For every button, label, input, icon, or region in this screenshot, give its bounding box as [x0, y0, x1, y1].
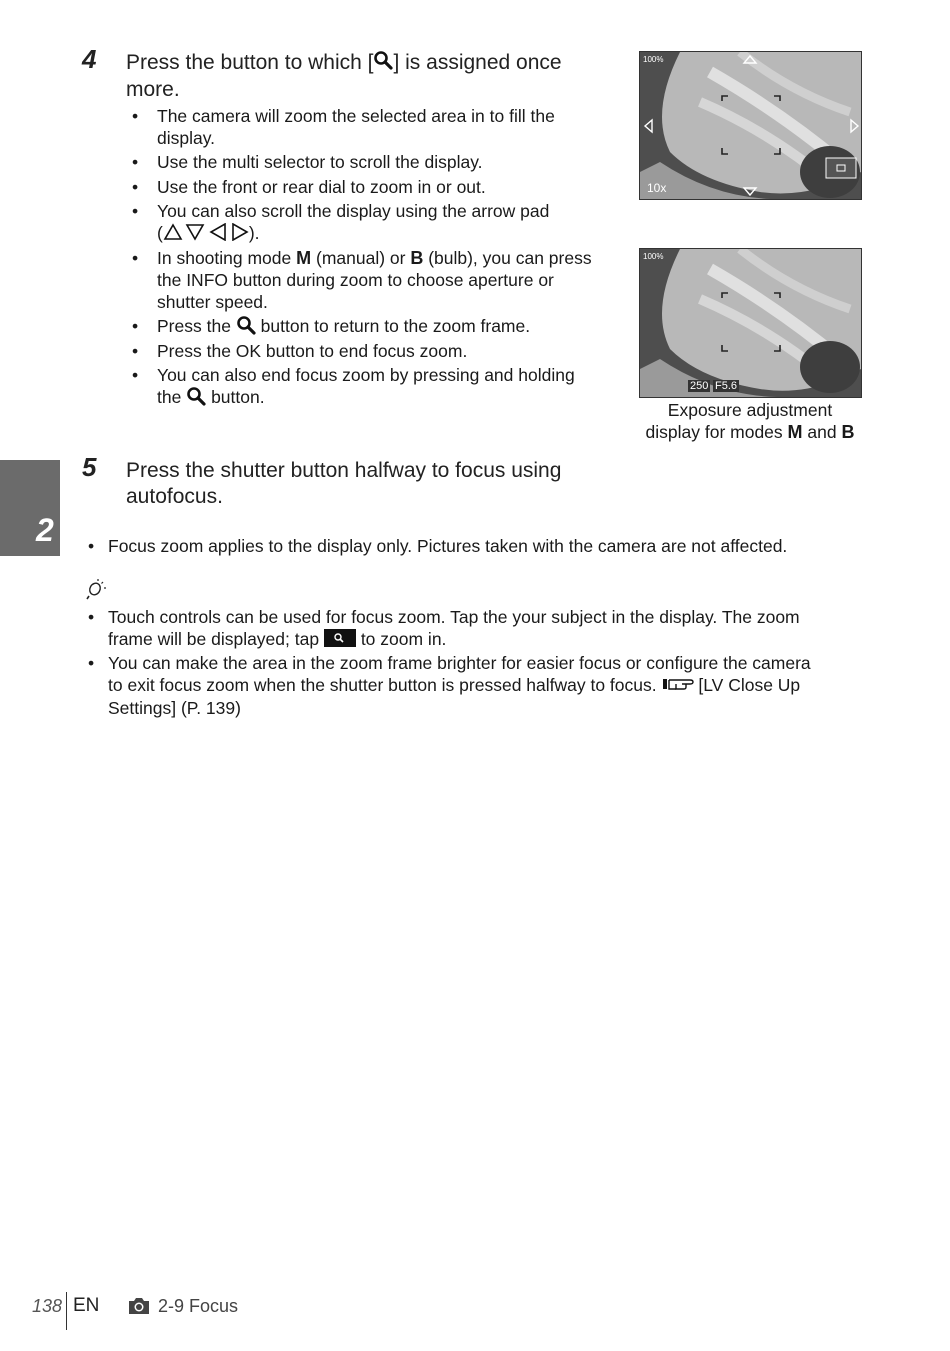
step-4-bullet-2: • Use the multi selector to scroll the display. [132, 151, 612, 173]
focus-zoom-note: • Focus zoom applies to the display only. Pictures taken with the camera are not affected. [88, 535, 888, 557]
bullet-text: Press the OK button to end focus zoom. [157, 341, 468, 361]
language-label: EN [73, 1295, 100, 1316]
flower-image [640, 249, 861, 397]
mode-b-label: B [841, 422, 855, 442]
step-4-bullet-1: • The camera will zoom the selected area in to fill the display. [132, 106, 555, 148]
camera-display-exposure [639, 248, 862, 398]
caption-line1: Exposure adjustment [667, 400, 833, 420]
bullet-text: the INFO button during zoom to choose aperture or [157, 270, 554, 290]
step-4-bullet-7: • Press the OK button to end focus zoom. [132, 340, 612, 362]
arrow-pad-icons [163, 223, 249, 246]
step-5-number: 5 [82, 452, 97, 482]
camera-icon [127, 1296, 151, 1321]
zoom-touch-button-icon [324, 629, 356, 652]
mode-b-label: B [410, 248, 424, 268]
step-4-title-line2: more. [126, 78, 180, 101]
tip-text: You can make the area in the zoom frame brighter for easier focus or configure the camera [108, 653, 811, 673]
note-text: Focus zoom applies to the display only. Pictures taken with the camera are not affected. [108, 536, 788, 556]
tip-1: • Touch controls can be used for focus zoom. Tap the your subject in the display. The zoom frame will be displayed; tap to zoom in. [88, 606, 888, 652]
bullet-text: the [157, 387, 187, 408]
step-5-title-line2: autofocus. [126, 485, 223, 508]
bullet-text: display. [157, 128, 216, 148]
step-4-bullet-8: • You can also end focus zoom by pressing and holding the button. [132, 364, 612, 411]
shutter-speed-label: 250 [690, 380, 709, 392]
tip-text: frame will be displayed; tap [108, 629, 324, 649]
tip-text: Settings] (P. 139) [108, 698, 241, 719]
lightbulb-hint-icon [84, 577, 108, 606]
bullet-text: In shooting mode [157, 248, 297, 268]
bullet-text: shutter speed. [157, 292, 268, 312]
bullet-text: Press the [157, 316, 236, 337]
chapter-tab [0, 460, 60, 556]
tip-text: Touch controls can be used for focus zoom. Tap the your subject in the display. The zoom [108, 607, 800, 627]
bullet-text: You can also end focus zoom by pressing and holding [157, 365, 575, 385]
bullet-text: The camera will zoom the selected area in to fill the [157, 106, 555, 126]
chapter-tab-number: 2 [36, 512, 54, 548]
mode-m-label: M [787, 422, 803, 442]
caption-and: and [802, 422, 842, 442]
step-4-bullet-5: • In shooting mode M (manual) or B (bulb), you can press the INFO button during zoom to choose aperture or shutter speed. [132, 248, 592, 312]
step-4-bullet-4: • You can also scroll the display using the arrow pad ( ). [132, 200, 612, 246]
magnifier-icon [236, 315, 256, 340]
caption-line2: display for modes [645, 422, 788, 442]
step-4-title [126, 50, 626, 103]
step-4-number: 4 [82, 44, 97, 74]
battery-scale-indicator: 100% [643, 55, 664, 64]
zoom-level-label: 10x [647, 181, 667, 195]
pointing-hand-icon [662, 675, 694, 697]
bullet-text: You can also scroll the display using the arrow pad [157, 201, 550, 221]
mode-m-label: M [296, 248, 312, 268]
section-label: 2-9 Focus [158, 1296, 239, 1316]
camera-display-zoomed [639, 51, 862, 200]
page-number: 138 [32, 1296, 63, 1316]
step-4-title-start: Press the button to which [ [126, 51, 374, 75]
step-4-bullet-3: • Use the front or rear dial to zoom in or out. [132, 176, 612, 198]
zoom-overlay [640, 52, 861, 199]
paren-close: ). [248, 223, 260, 243]
bullet-text: button. [206, 387, 265, 408]
step-5-title [126, 458, 646, 510]
step-4-title-end: ] is assigned once [393, 51, 562, 75]
footer-divider [66, 1292, 67, 1330]
aperture-label: F5.6 [715, 380, 738, 392]
tip-text: to zoom in. [355, 629, 447, 649]
bullet-text: (bulb), you can press [423, 248, 592, 268]
bullet-text: button to return to the zoom frame. [255, 316, 531, 337]
magnifier-icon [373, 50, 393, 77]
step-4-bullet-6: • Press the button to return to the zoom frame. [132, 315, 612, 340]
screen-caption [630, 399, 870, 443]
paren-open: ( [157, 223, 163, 243]
tip-text: to exit focus zoom when the shutter button is pressed halfway to focus. [108, 675, 662, 695]
bullet-text: Use the multi selector to scroll the display. [157, 152, 483, 172]
cross-reference-link[interactable]: [LV Close Up [693, 675, 801, 695]
magnifier-icon [186, 386, 206, 411]
bullet-text: (manual) or [311, 248, 411, 268]
bullet-text: Use the front or rear dial to zoom in or out. [157, 177, 486, 197]
step-5-title-line1: Press the shutter button halfway to focus using [126, 459, 562, 482]
tip-2: • You can make the area in the zoom frame brighter for easier focus or configure the camera to exit focus zoom when the shutter button is pressed halfway to focus. [LV Close Up Settings] (P. 139) [88, 653, 811, 719]
battery-scale-indicator: 100% [643, 252, 664, 261]
